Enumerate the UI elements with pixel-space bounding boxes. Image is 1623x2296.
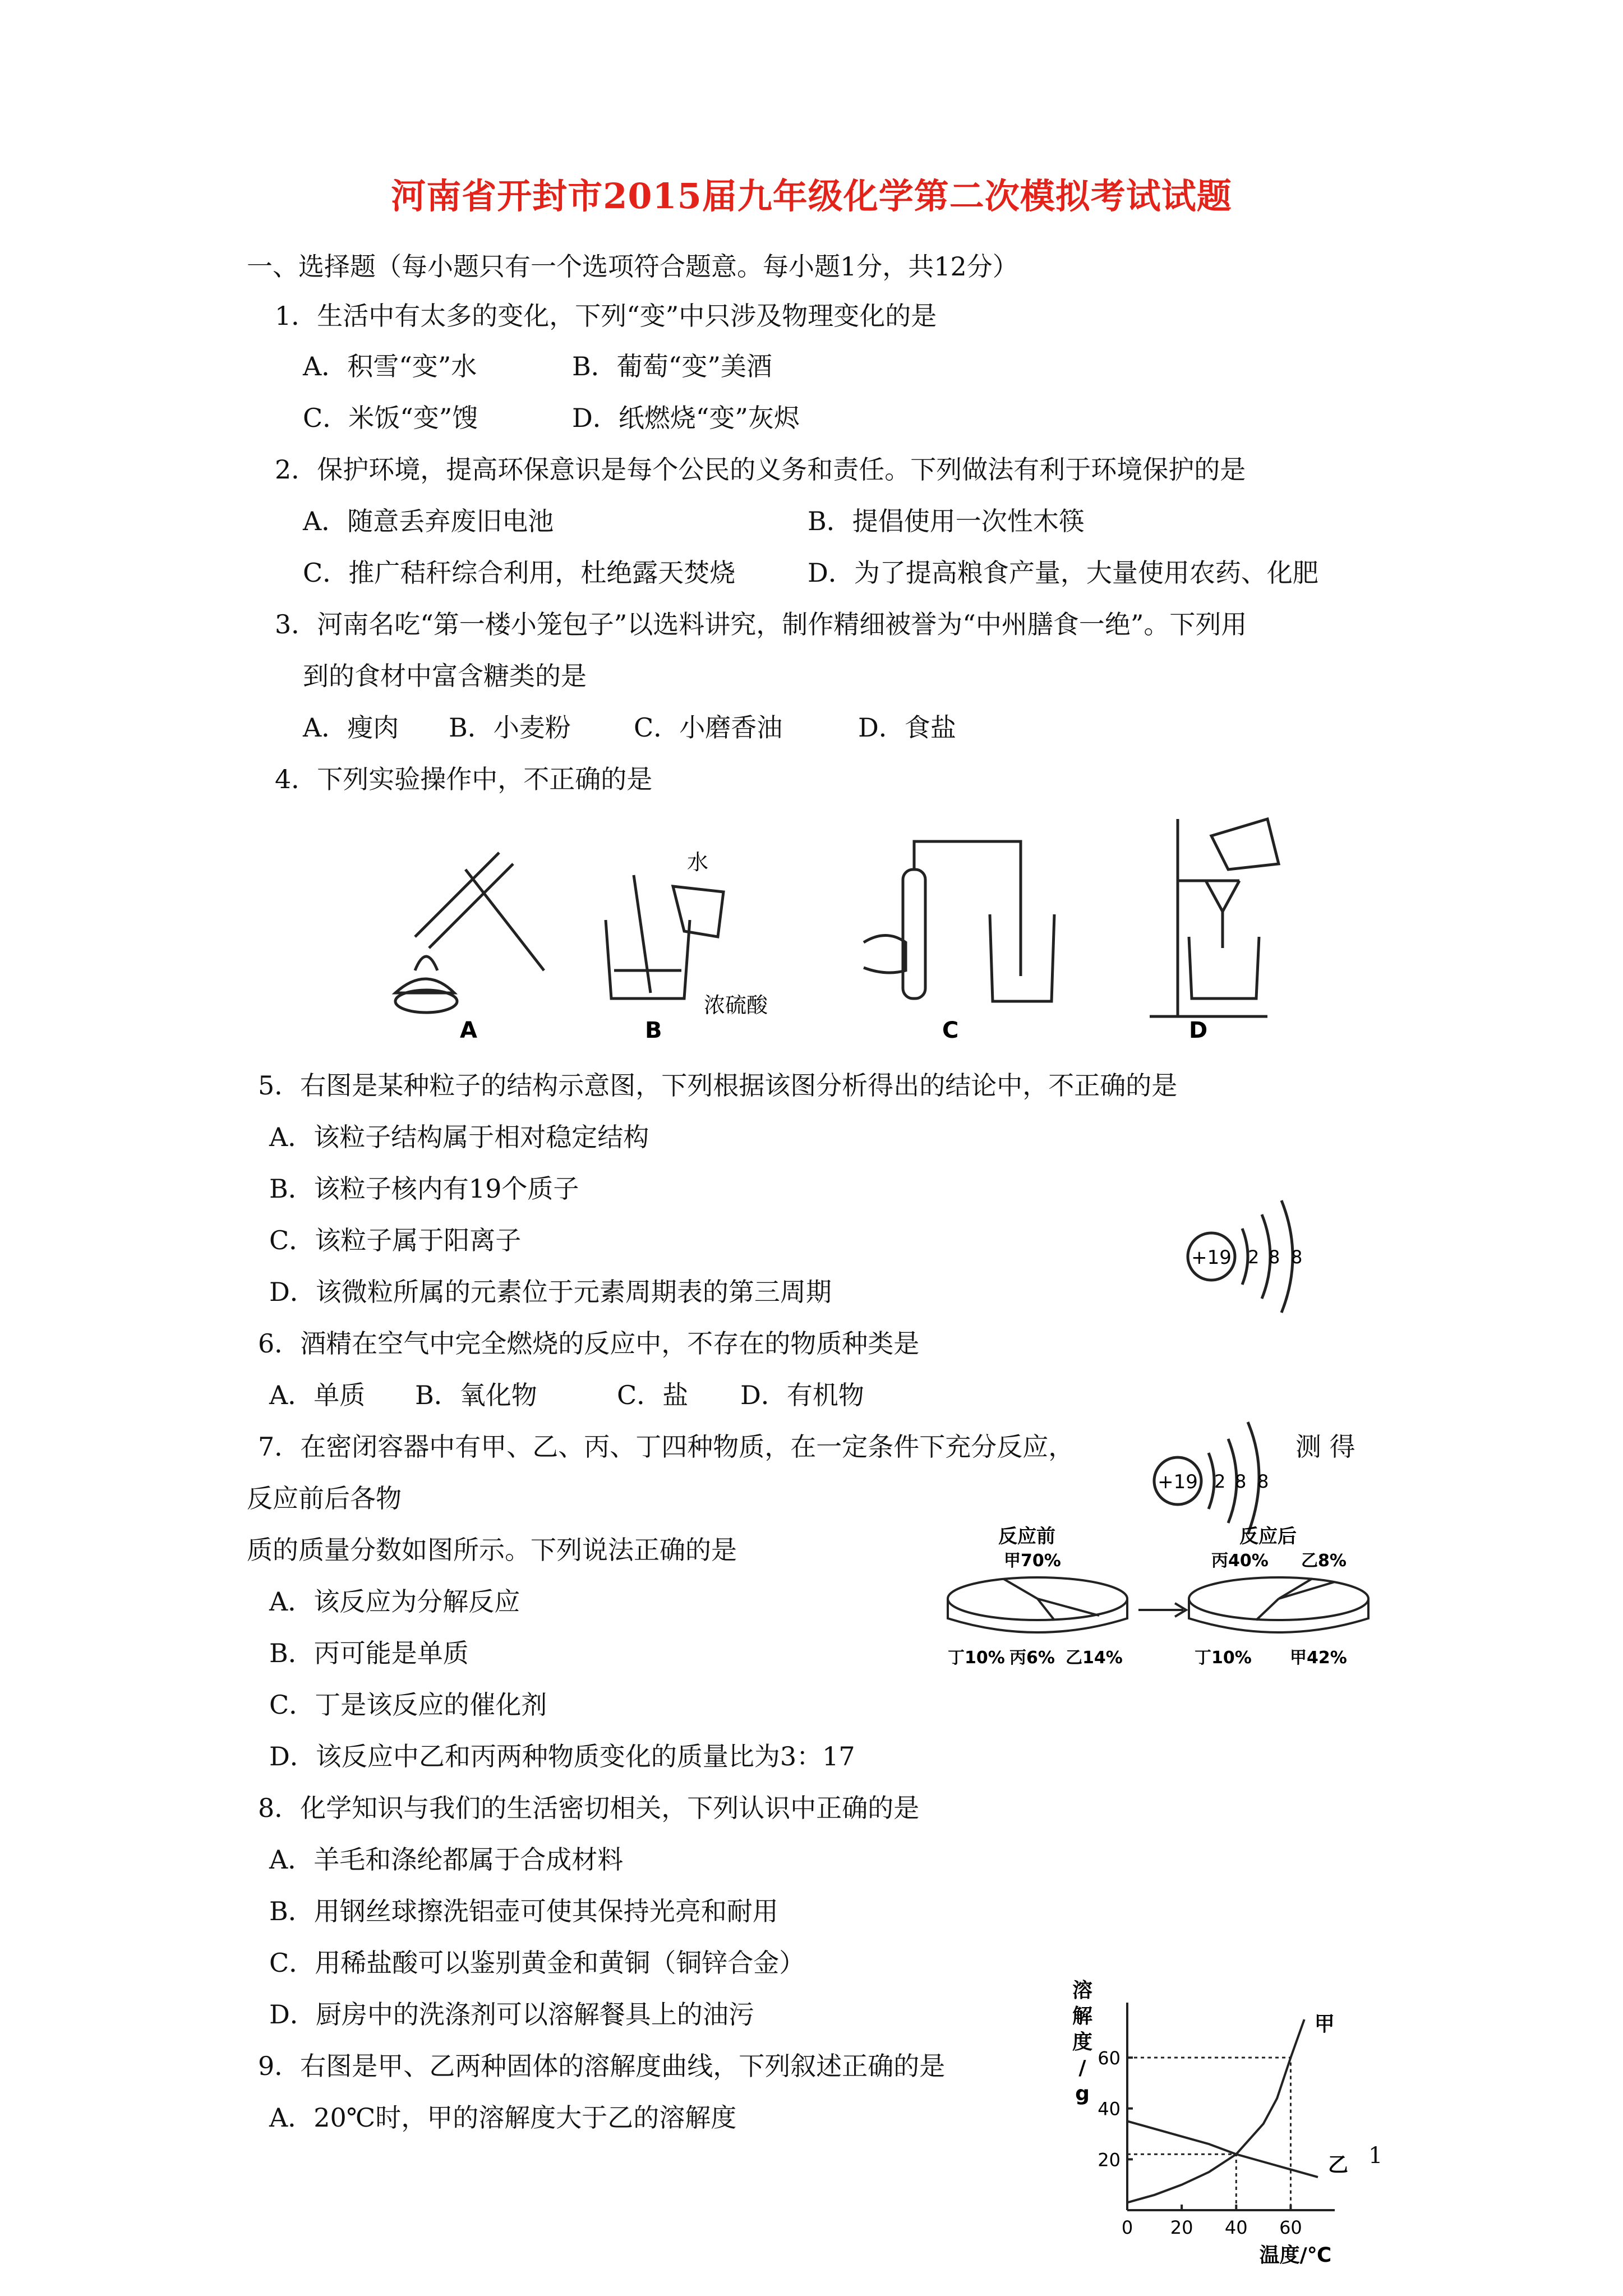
x-axis-label: 温度/℃	[1259, 2244, 1332, 2266]
q2-option-a: A．随意丢弃废旧电池	[303, 506, 554, 536]
x-tick-label: 0	[1121, 2217, 1133, 2238]
q4-stem: 4．下列实验操作中，不正确的是	[275, 764, 653, 794]
q7-shell-1: 2	[1214, 1471, 1226, 1492]
after-bing: 丙40%	[1211, 1551, 1269, 1571]
q7-stem-1: 7．在密闭容器中有甲、乙、丙、丁四种物质，在一定条件下充分反应，	[258, 1432, 1075, 1462]
before-title: 反应前	[998, 1526, 1055, 1548]
before-ding: 丁10%	[948, 1648, 1005, 1666]
q8-option-b: B．用钢丝球擦洗铝壶可使其保持光亮和耐用	[269, 1896, 778, 1926]
series-label-2: 乙	[1328, 2154, 1349, 2177]
q7-option-a: A．该反应为分解反应	[269, 1586, 520, 1617]
q6-option-d: D．有机物	[740, 1380, 864, 1410]
before-yi: 乙14%	[1066, 1648, 1123, 1666]
q6-option-a: A．单质	[269, 1380, 366, 1410]
y-axis-label: 度	[1072, 2031, 1093, 2054]
q8-stem: 8．化学知识与我们的生活密切相关，下列认识中正确的是	[258, 1793, 920, 1823]
q7-option-b: B．丙可能是单质	[269, 1638, 469, 1668]
q8-option-a: A．羊毛和涤纶都属于合成材料	[269, 1844, 624, 1875]
q5-option-c: C．该粒子属于阳离子	[269, 1225, 522, 1255]
q9-stem: 9．右图是甲、乙两种固体的溶解度曲线，下列叙述正确的是	[258, 2051, 946, 2081]
before-jia: 甲70%	[1004, 1551, 1061, 1571]
q7-atom-structure-diagram	[1144, 1408, 1290, 1537]
page-number: 1	[1368, 2143, 1383, 2169]
operation-a-heating	[395, 853, 544, 1013]
q5-shell-1: 2	[1248, 1246, 1260, 1268]
x-tick-label: 20	[1170, 2217, 1193, 2238]
q2-option-c: C．推广秸秆综合利用，杜绝露天焚烧	[303, 558, 736, 588]
q1-stem: 1．生活中有太多的变化，下列“变”中只涉及物理变化的是	[275, 301, 937, 331]
after-jia: 甲42%	[1290, 1648, 1347, 1666]
q5-option-a: A．该粒子结构属于相对稳定结构	[269, 1122, 649, 1152]
y-axis-label: /	[1078, 2056, 1086, 2079]
op-label-a: A	[460, 1018, 477, 1043]
q5-stem: 5．右图是某种粒子的结构示意图，下列根据该图分析得出的结论中，不正确的是	[258, 1070, 1178, 1101]
solubility-chart	[1060, 1975, 1363, 2266]
x-tick-label: 60	[1279, 2217, 1302, 2238]
op-label-c: C	[942, 1018, 959, 1043]
q2-stem: 2．保护环境，提高环保意识是每个公民的义务和责任。下列做法有利于环境保护的是	[275, 454, 1246, 485]
y-axis-label: g	[1075, 2082, 1090, 2105]
q7-stem-2: 反应前后各物	[247, 1483, 402, 1513]
guide-40	[1127, 2154, 1236, 2210]
q7-mass-fraction-figure	[942, 1526, 1380, 1666]
q1-option-d: D．纸燃烧“变”灰烬	[572, 403, 800, 433]
page-title: 河南省开封市2015届九年级化学第二次模拟考试试题	[391, 176, 1232, 217]
acid-label: 浓硫酸	[704, 993, 768, 1018]
q3-stem-1: 3．河南名吃“第一楼小笼包子”以选料讲究，制作精细被誉为“中州膳食一绝”。下列用	[275, 609, 1247, 639]
q1-option-b: B．葡萄“变”美酒	[572, 351, 772, 381]
lab-operations-figure	[381, 808, 1290, 1043]
guide-60	[1127, 2058, 1290, 2210]
q3-option-c: C．小磨香油	[634, 712, 783, 743]
operation-b-dilution	[606, 875, 723, 999]
operation-d-filtration	[1150, 819, 1279, 1016]
y-tick-label: 60	[1098, 2047, 1121, 2069]
q2-option-d: D．为了提高粮食产量，大量使用农药、化肥	[808, 558, 1318, 588]
q5-option-d: D．该微粒所属的元素位于元素周期表的第三周期	[269, 1277, 832, 1307]
op-label-d: D	[1189, 1018, 1208, 1043]
q3-option-d: D．食盐	[858, 712, 956, 743]
q3-option-a: A．瘦肉	[303, 712, 399, 743]
section-heading: 一、选择题（每小题只有一个选项符合题意。每小题1分，共12分）	[247, 251, 1018, 282]
q5-shell-2: 8	[1269, 1246, 1280, 1268]
operation-c-airtightness	[864, 841, 1054, 1001]
before-bing: 丙6%	[1009, 1648, 1055, 1666]
q3-option-b: B．小麦粉	[449, 712, 571, 743]
q7-option-d: D．该反应中乙和丙两种物质变化的质量比为3：17	[269, 1741, 855, 1772]
q8-option-d: D．厨房中的洗涤剂可以溶解餐具上的油污	[269, 1999, 754, 2030]
q7-shell-2: 8	[1235, 1471, 1247, 1492]
after-title: 反应后	[1239, 1526, 1297, 1548]
q3-stem-2: 到的食材中富含糖类的是	[303, 661, 587, 691]
q8-option-c: C．用稀盐酸可以鉴别黄金和黄铜（铜锌合金）	[269, 1948, 805, 1978]
q5-option-b: B．该粒子核内有19个质子	[269, 1174, 579, 1204]
q7-stem-1b: 测 得	[1295, 1432, 1355, 1462]
y-axis-label: 溶	[1072, 1979, 1093, 2002]
q7-nucleus: +19	[1158, 1471, 1198, 1493]
water-label: 水	[687, 850, 709, 875]
y-tick-label: 40	[1098, 2098, 1121, 2120]
q1-option-a: A．积雪“变”水	[303, 351, 477, 381]
q6-stem: 6．酒精在空气中完全燃烧的反应中，不存在的物质种类是	[258, 1328, 920, 1359]
q6-option-b: B．氧化物	[415, 1380, 537, 1410]
q7-stem-3: 质的质量分数如图所示。下列说法正确的是	[247, 1535, 737, 1565]
after-ding: 丁10%	[1195, 1648, 1252, 1666]
y-tick-label: 20	[1098, 2149, 1121, 2171]
op-label-b: B	[645, 1018, 662, 1043]
series-line-2	[1127, 2121, 1318, 2177]
q9-option-a: A．20℃时，甲的溶解度大于乙的溶解度	[269, 2102, 737, 2133]
series-line-1	[1127, 2019, 1304, 2202]
series-label-1: 甲	[1314, 2013, 1335, 2036]
q5-atom-structure-diagram	[1178, 1189, 1324, 1324]
q2-option-b: B．提倡使用一次性木筷	[808, 506, 1085, 536]
q5-shell-3: 8	[1291, 1246, 1303, 1268]
after-yi: 乙8%	[1301, 1551, 1347, 1571]
q5-nucleus: +19	[1191, 1246, 1232, 1269]
q1-option-c: C．米饭“变”馊	[303, 403, 478, 433]
x-tick-label: 40	[1224, 2217, 1248, 2238]
q7-option-c: C．丁是该反应的催化剂	[269, 1690, 547, 1720]
q7-shell-3: 8	[1257, 1471, 1269, 1492]
y-axis-label: 解	[1072, 2005, 1093, 2028]
q6-option-c: C．盐	[617, 1380, 689, 1410]
